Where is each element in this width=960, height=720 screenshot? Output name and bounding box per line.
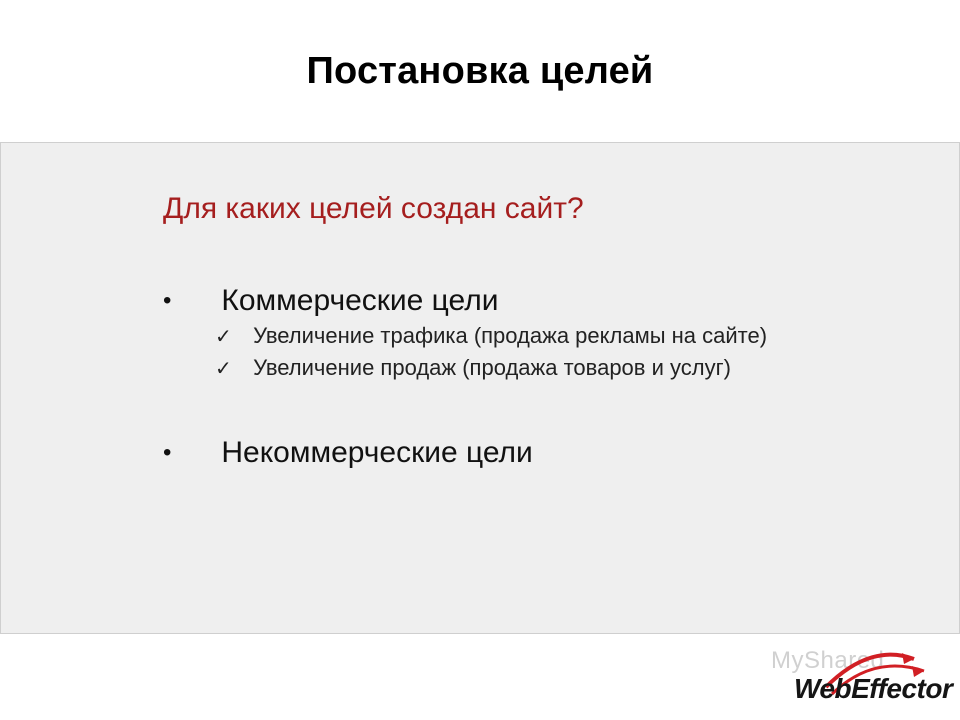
checkmark-icon: ✓: [215, 358, 232, 380]
subitem-sales: [215, 355, 731, 381]
checkmark-icon: ✓: [215, 326, 232, 348]
watermark-text: MyShared: [771, 647, 885, 674]
bullet-label: Коммерческие цели: [221, 284, 499, 318]
bullet-icon: •: [163, 287, 172, 315]
subitem-label: Увеличение продаж (продажа товаров и услуг): [253, 355, 731, 380]
subitem-label: Увеличение трафика (продажа рекламы на сайте): [253, 323, 768, 348]
question-heading: Для каких целей создан сайт?: [163, 192, 584, 225]
slide-title: Постановка целей: [306, 50, 654, 92]
bullet-item-commercial: [163, 283, 498, 318]
bullet-item-noncommercial: [163, 435, 533, 470]
bullet-label: Некоммерческие цели: [221, 436, 533, 470]
subitem-traffic: [215, 323, 767, 349]
brand-logo-text: WebEffector: [794, 673, 953, 704]
bullet-icon: •: [163, 439, 172, 467]
